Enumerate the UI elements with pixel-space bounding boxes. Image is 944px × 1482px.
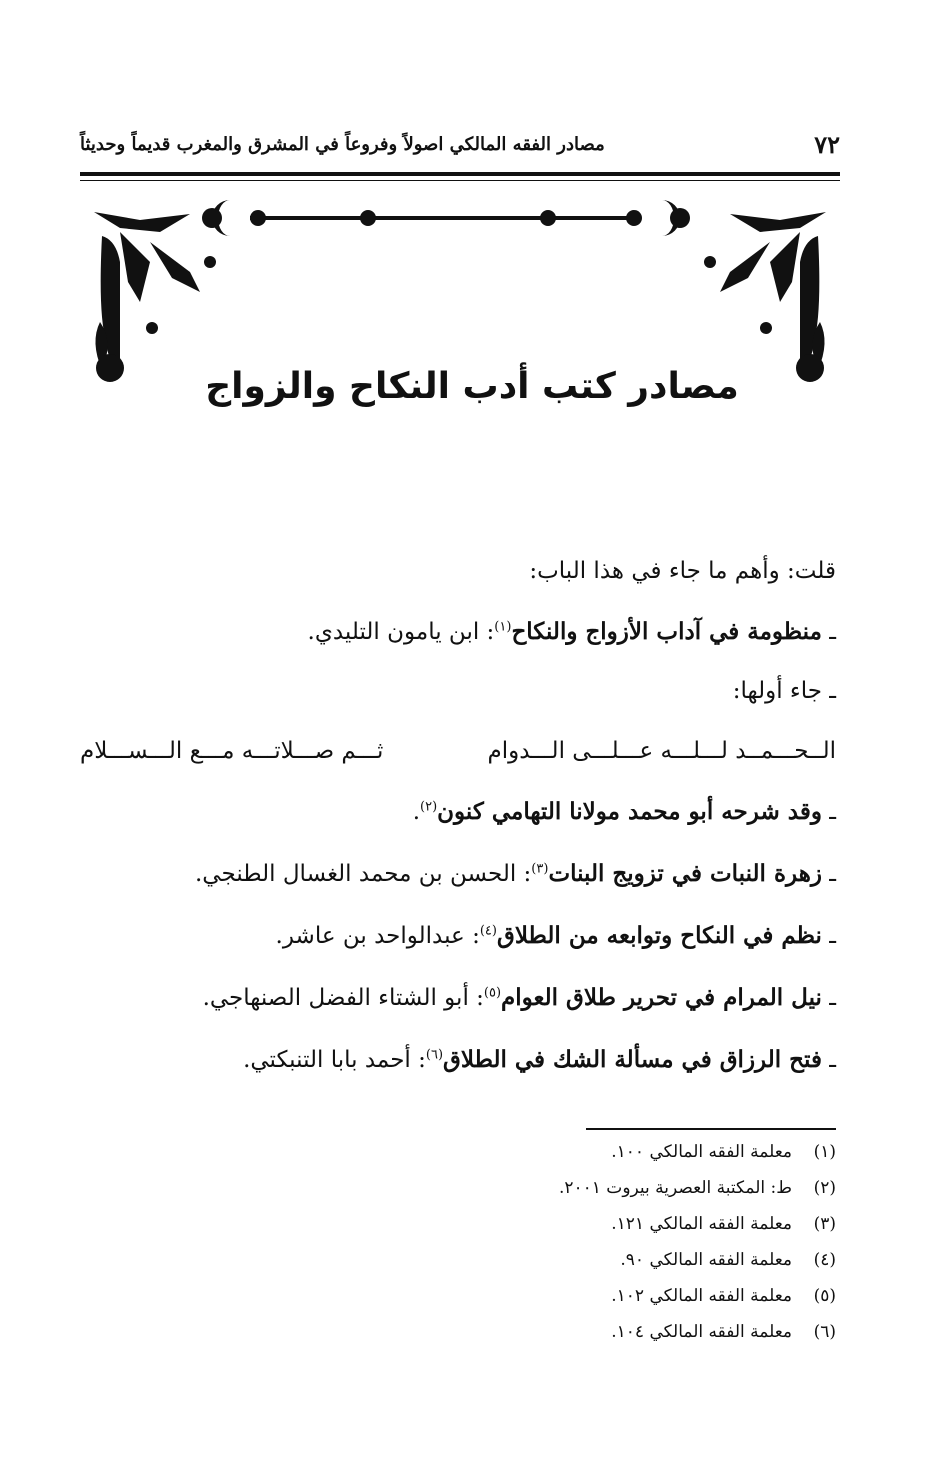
entry-5 <box>276 922 836 949</box>
entry-author: : عبدالواحد بن عاشر. <box>275 923 480 949</box>
footnote-3 <box>611 1214 836 1234</box>
footnote-ref: (٤) <box>479 923 497 939</box>
running-header <box>80 126 840 166</box>
footnote-text: معلمة الفقه المالكي ٩٠. <box>620 1250 792 1270</box>
intro-line: قلت: وأهم ما جاء في هذا الباب: <box>529 558 836 584</box>
footnote-2 <box>559 1178 836 1198</box>
entry-3 <box>413 798 836 825</box>
footnote-ref: (١) <box>494 619 512 635</box>
entry-title: زهرة النبات في تزويج البنات <box>548 860 822 887</box>
entry-dash: ـ <box>829 1047 836 1073</box>
footnote-ref: (٦) <box>425 1047 444 1063</box>
header-rule-thick <box>80 172 840 176</box>
entry-7 <box>243 1046 836 1073</box>
footnote-text: ط: المكتبة العصرية بيروت ٢٠٠١. <box>558 1178 792 1198</box>
entry-4 <box>195 860 836 887</box>
entry-title: وقد شرحه أبو محمد مولانا التهامي كنون <box>437 798 822 825</box>
footnote-1 <box>611 1142 836 1162</box>
footnote-ref: (٢) <box>420 799 438 815</box>
header-rule-thin <box>80 180 840 181</box>
running-title: مصادر الفقه المالكي اصولاً وفروعاً في المشرق والمغرب قديماً وحديثاً <box>80 134 605 155</box>
footnote-text: معلمة الفقه المالكي ١٠٤. <box>611 1322 792 1342</box>
footnote-number: (٣) <box>813 1214 836 1234</box>
entry-6 <box>203 984 836 1011</box>
chapter-title: مصادر كتب أدب النكاح والزواج <box>205 366 739 407</box>
verse-first-hemistich: الــحـــمــد لـــلـــه عـــلـــى الـــدوام <box>487 738 836 764</box>
footnote-text: معلمة الفقه المالكي ١٠٠. <box>611 1142 792 1162</box>
entry-title: فتح الرزاق في مسألة الشك في الطلاق <box>443 1046 822 1073</box>
entry-author: . <box>412 799 421 825</box>
entry-title: نظم في النكاح وتوابعه من الطلاق <box>496 922 822 949</box>
entry-author: : أحمد بابا التنبكتي. <box>243 1047 426 1073</box>
footnote-ref: (٣) <box>531 861 549 877</box>
footnote-separator <box>586 1128 836 1130</box>
entry-dash: ـ <box>829 678 836 704</box>
entry-dash: ـ <box>829 861 836 887</box>
footnote-4 <box>620 1250 836 1270</box>
ornament-frame <box>80 192 840 392</box>
entry-author: : ابن يامون التليدي. <box>307 619 495 645</box>
footnote-number: (١) <box>813 1142 836 1162</box>
entry-author: : الحسن بن محمد الغسال الطنجي. <box>195 861 532 887</box>
ornament-left <box>94 212 216 382</box>
footnote-number: (٥) <box>813 1286 836 1306</box>
footnote-6 <box>611 1322 836 1342</box>
entry-title: نيل المرام في تحرير طلاق العوام <box>501 984 822 1011</box>
entry-author: : أبو الشتاء الفضل الصنهاجي. <box>202 985 484 1011</box>
footnote-number: (٢) <box>813 1178 836 1198</box>
ornament-right <box>704 212 826 382</box>
footnote-number: (٤) <box>813 1250 836 1270</box>
entry-dash: ـ <box>829 985 836 1011</box>
footnote-5 <box>611 1286 836 1306</box>
footnote-text: معلمة الفقه المالكي ١٢١. <box>611 1214 792 1234</box>
footnote-text: معلمة الفقه المالكي ١٠٢. <box>611 1286 792 1306</box>
verse-second-hemistich: ثـــم صـــلاتـــه مـــع الـــســـلام <box>80 738 384 764</box>
entry-text: جاء أولها: <box>732 678 822 704</box>
page-number: ٧٢ <box>814 130 840 159</box>
footnote-number: (٦) <box>813 1322 836 1342</box>
entry-2 <box>733 678 836 704</box>
entry-dash: ـ <box>829 799 836 825</box>
entry-dash: ـ <box>829 923 836 949</box>
entry-dash: ـ <box>829 619 836 645</box>
entry-1 <box>308 618 836 645</box>
footnote-ref: (٥) <box>483 985 502 1001</box>
entry-title: منظومة في آداب الأزواج والنكاح <box>511 618 822 645</box>
